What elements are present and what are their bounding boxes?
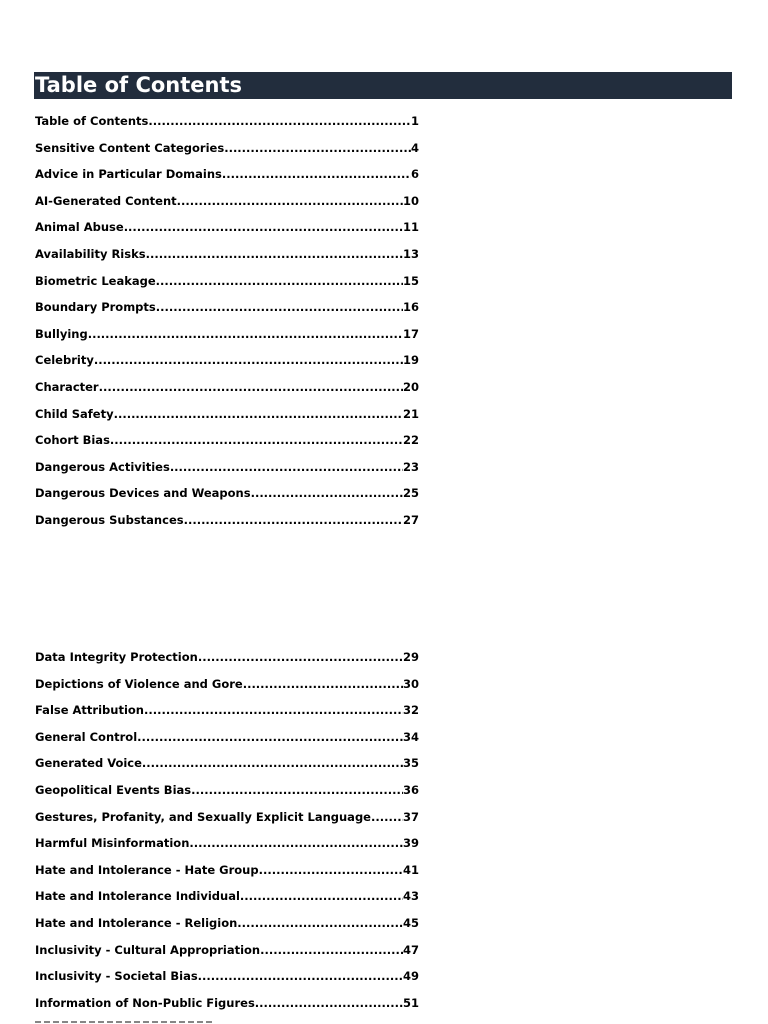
toc-entry-label: Dangerous Devices and Weapons [35,486,251,501]
toc-dot-leader [110,431,403,449]
toc-dot-leader [142,754,403,772]
toc-entry-label: Inclusivity - Societal Bias [35,969,198,984]
toc-entry[interactable] [35,967,419,994]
toc-entry-page-number: 21 [402,406,419,421]
toc-dot-leader [146,245,403,263]
toc-entry-label: Biometric Leakage [35,273,156,288]
toc-entry-page-number: 43 [402,889,419,904]
toc-entry-page-number: 23 [402,459,419,474]
toc-dot-leader [148,112,411,130]
toc-dot-leader [114,405,403,423]
toc-entry-label: Dangerous Substances [35,512,184,527]
toc-entry[interactable] [35,112,419,139]
toc-entry-page-number: 11 [402,220,419,235]
toc-entry-label: AI-Generated Content [35,193,177,208]
toc-entry-label: Cohort Bias [35,433,110,448]
toc-entry-label: Hate and Intolerance - Hate Group [35,862,259,877]
toc-entry-page-number: 49 [402,969,419,984]
toc-entry-page-number: 4 [410,140,419,155]
toc-list-part-one [35,112,419,538]
toc-entry-page-number: 36 [402,782,419,797]
toc-entry-page-number: 39 [402,836,419,851]
toc-entry-label: Celebrity [35,353,94,368]
toc-entry[interactable] [35,458,419,485]
toc-entry-label: Harmful Misinformation [35,836,190,851]
toc-dot-leader [260,941,403,959]
toc-entry-label: Sensitive Content Categories [35,140,225,155]
toc-entry-label: Advice in Particular Domains [35,167,222,182]
toc-entry[interactable] [35,914,419,941]
toc-entry[interactable] [35,648,419,675]
toc-entry-page-number: 19 [402,353,419,368]
toc-entry[interactable] [35,701,419,728]
toc-dot-leader [255,994,403,1012]
toc-entry-page-number: 16 [402,300,419,315]
toc-dot-leader [137,728,403,746]
toc-dot-leader [170,458,403,476]
toc-entry-page-number: 27 [402,512,419,527]
toc-dot-leader [99,378,403,396]
toc-entry[interactable] [35,728,419,755]
toc-dot-leader [251,484,403,502]
toc-dot-leader [222,165,411,183]
toc-entry-label: False Attribution [35,703,144,718]
toc-entry-label: Hate and Intolerance Individual [35,889,240,904]
toc-entry-page-number: 25 [402,486,419,501]
toc-entry[interactable] [35,218,419,245]
toc-entry-page-number: 10 [402,193,419,208]
toc-entry-label: Inclusivity - Cultural Appropriation [35,942,261,957]
toc-entry[interactable] [35,754,419,781]
toc-entry[interactable] [35,808,419,835]
toc-dot-leader [224,139,411,157]
toc-entry[interactable] [35,941,419,968]
toc-entry-label: Boundary Prompts [35,300,156,315]
toc-entry[interactable] [35,325,419,352]
toc-entry-label: Data Integrity Protection [35,650,198,664]
toc-entry[interactable] [35,272,419,299]
toc-entry[interactable] [35,994,419,1021]
toc-entry[interactable] [35,165,419,192]
toc-entry-label: Gestures, Profanity, and Sexually Explicit Language [35,809,371,824]
toc-entry-label: Generated Voice [35,756,142,771]
toc-entry-label: Child Safety [35,406,114,421]
page-title: Table of Contents [35,73,243,97]
toc-entry-label: Dangerous Activities [35,459,170,474]
toc-entry[interactable] [35,781,419,808]
toc-entry-label: Bullying [35,326,88,341]
toc-entry[interactable] [35,139,419,166]
toc-entry-page-number: 47 [402,942,419,957]
toc-entry-label: Hate and Intolerance - Religion [35,915,238,930]
toc-dot-leader [177,192,403,210]
toc-entry-page-number: 1 [410,114,419,128]
toc-entry[interactable] [35,484,419,511]
toc-entry-page-number: 41 [402,862,419,877]
toc-entry-label: Animal Abuse [35,220,124,235]
toc-title-bar [34,72,732,99]
toc-dot-leader [243,675,403,693]
toc-dot-leader [156,298,403,316]
toc-entry-label: Depictions of Violence and Gore [35,676,243,691]
toc-entry[interactable] [35,675,419,702]
toc-entry-label: General Control [35,729,138,744]
toc-entry[interactable] [35,405,419,432]
toc-entry-page-number: 6 [410,167,419,182]
toc-entry[interactable] [35,192,419,219]
toc-entry-page-number: 29 [402,650,419,664]
toc-dot-leader [198,648,403,666]
toc-entry-page-number: 34 [402,729,419,744]
toc-entry[interactable] [35,351,419,378]
toc-entry[interactable] [35,431,419,458]
toc-entry[interactable] [35,834,419,861]
toc-entry-label: Character [35,379,99,394]
toc-entry-page-number: 45 [402,915,419,930]
toc-entry[interactable] [35,887,419,914]
toc-dot-leader [189,834,403,852]
toc-dot-leader [124,218,403,236]
toc-entry-page-number: 17 [402,326,419,341]
cut-off-toc-entry [35,1019,215,1024]
toc-dot-leader [371,808,403,826]
toc-dot-leader [259,861,403,879]
toc-dot-leader [144,701,403,719]
toc-entry-page-number: 32 [402,703,419,718]
toc-dot-leader [240,887,403,905]
toc-entry-page-number: 22 [402,433,419,448]
toc-dot-leader [184,511,403,529]
toc-entry-page-number: 51 [402,995,419,1010]
toc-dot-leader [156,272,403,290]
toc-entry[interactable] [35,245,419,272]
toc-entry-label: Geopolitical Events Bias [35,782,192,797]
toc-entry[interactable] [35,861,419,888]
toc-dot-leader [191,781,403,799]
toc-list-part-two [35,648,419,1020]
toc-entry-page-number: 13 [402,246,419,261]
toc-entry-page-number: 20 [402,379,419,394]
toc-entry-page-number: 37 [402,809,419,824]
toc-entry-label: Table of Contents [35,114,149,128]
toc-dot-leader [94,351,403,369]
toc-dot-leader [198,967,403,985]
toc-entry-page-number: 30 [402,676,419,691]
toc-entry[interactable] [35,511,419,538]
toc-entry[interactable] [35,378,419,405]
toc-dot-leader [88,325,403,343]
toc-entry-label: Information of Non-Public Figures [35,995,255,1010]
toc-dot-leader [237,914,403,932]
toc-entry[interactable] [35,298,419,325]
toc-entry-page-number: 15 [402,273,419,288]
toc-entry-page-number: 35 [402,756,419,771]
toc-entry-label: Availability Risks [35,246,146,261]
